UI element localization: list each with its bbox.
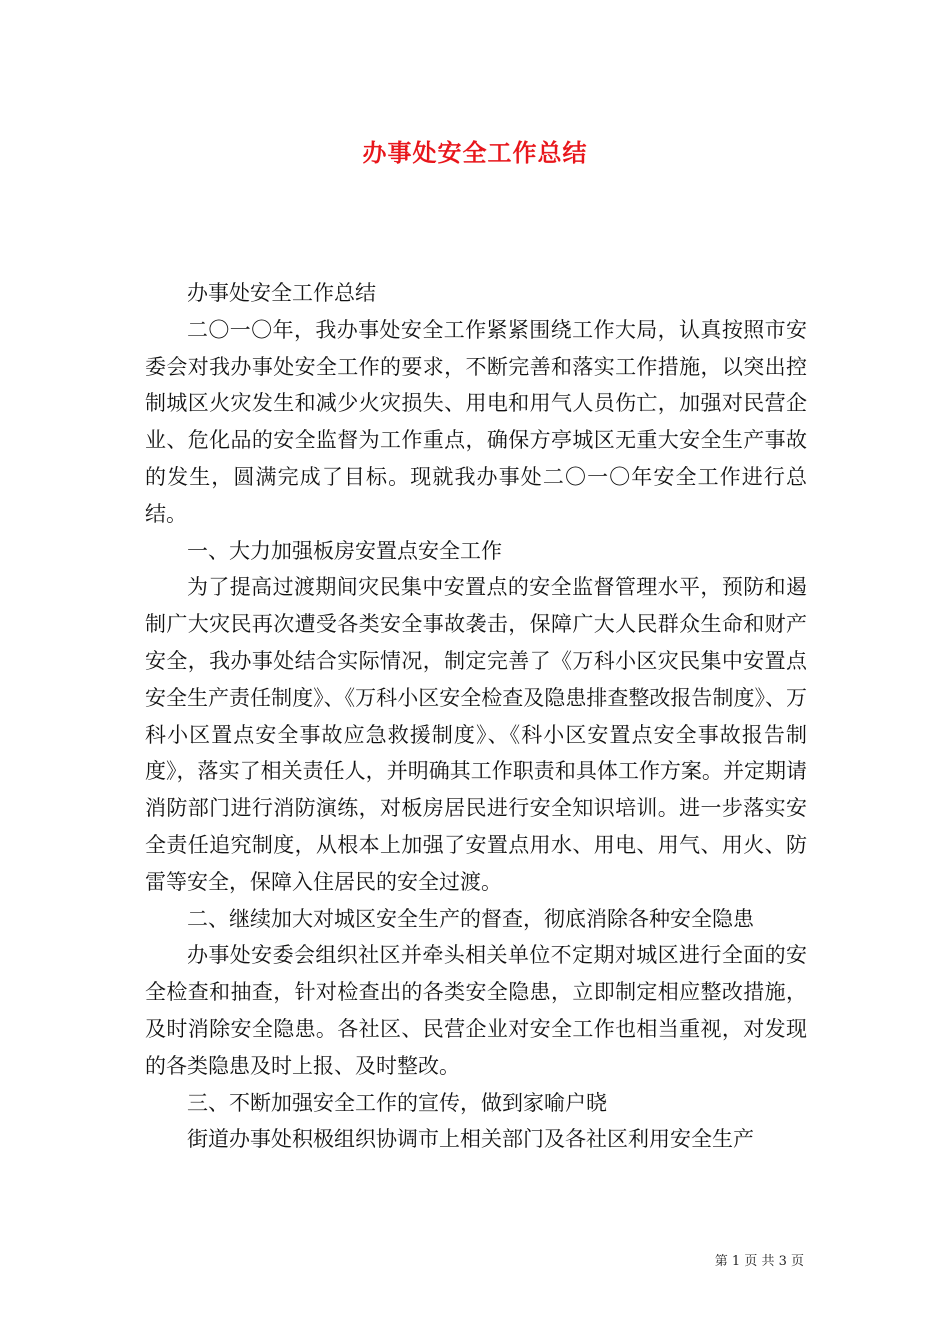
document-title: 办事处安全工作总结 (362, 138, 588, 167)
section-heading-3: 三、不断加强安全工作的宣传，做到家喻户晓 (187, 1090, 607, 1115)
paragraph-intro: 二〇一〇年，我办事处安全工作紧紧围绕工作大局，认真按照市安委会对我办事处安全工作的要求，不断完善和落实工作措施，以突出控制城区火灾发生和减少火灾损失、用电和用气人员伤亡，加强对民营企业、危化品的安全监督为工作重点，确保方亭城区无重大安全生产事故的发生，圆满完成了目标。现就我办事处二〇一〇年安全工作进行总结。 (145, 317, 807, 526)
section-heading-2: 二、继续加大对城区安全生产的督查，彻底消除各种安全隐患 (187, 906, 754, 931)
section-heading-1: 一、大力加强板房安置点安全工作 (187, 538, 502, 563)
paragraph-section-2: 办事处安委会组织社区并牵头相关单位不定期对城区进行全面的安全检查和抽查，针对检查出的各类安全隐患，立即制定相应整改措施，及时消除安全隐患。各社区、民营企业对安全工作也相当重视，对发现的各类隐患及时上报、及时整改。 (145, 943, 807, 1078)
page-number-footer: 第 1 页 共 3 页 (714, 1254, 804, 1269)
paragraph-heading: 办事处安全工作总结 (187, 281, 376, 305)
paragraph-section-1: 为了提高过渡期间灾民集中安置点的安全监督管理水平，预防和遏制广大灾民再次遭受各类安全事故袭击，保障广大人民群众生命和财产安全，我办事处结合实际情况，制定完善了《万科小区灾民集中安置点安全生产责任制度》、《万科小区安全检查及隐患排查整改报告制度》、万科小区置点安全事故应急救援制度》、《科小区安置点安全事故报告制度》，落实了相关责任人，并明确其工作职责和具体工作方案。并定期请消防部门进行消防演练，对板房居民进行安全知识培训。进一步落实安全责任追究制度，从根本上加强了安置点用水、用电、用气、用火、防雷等安全，保障入住居民的安全过渡。 (145, 575, 807, 894)
paragraph-section-3: 街道办事处积极组织协调市上相关部门及各社区利用安全生产 (187, 1127, 754, 1152)
document-body (145, 275, 807, 1158)
